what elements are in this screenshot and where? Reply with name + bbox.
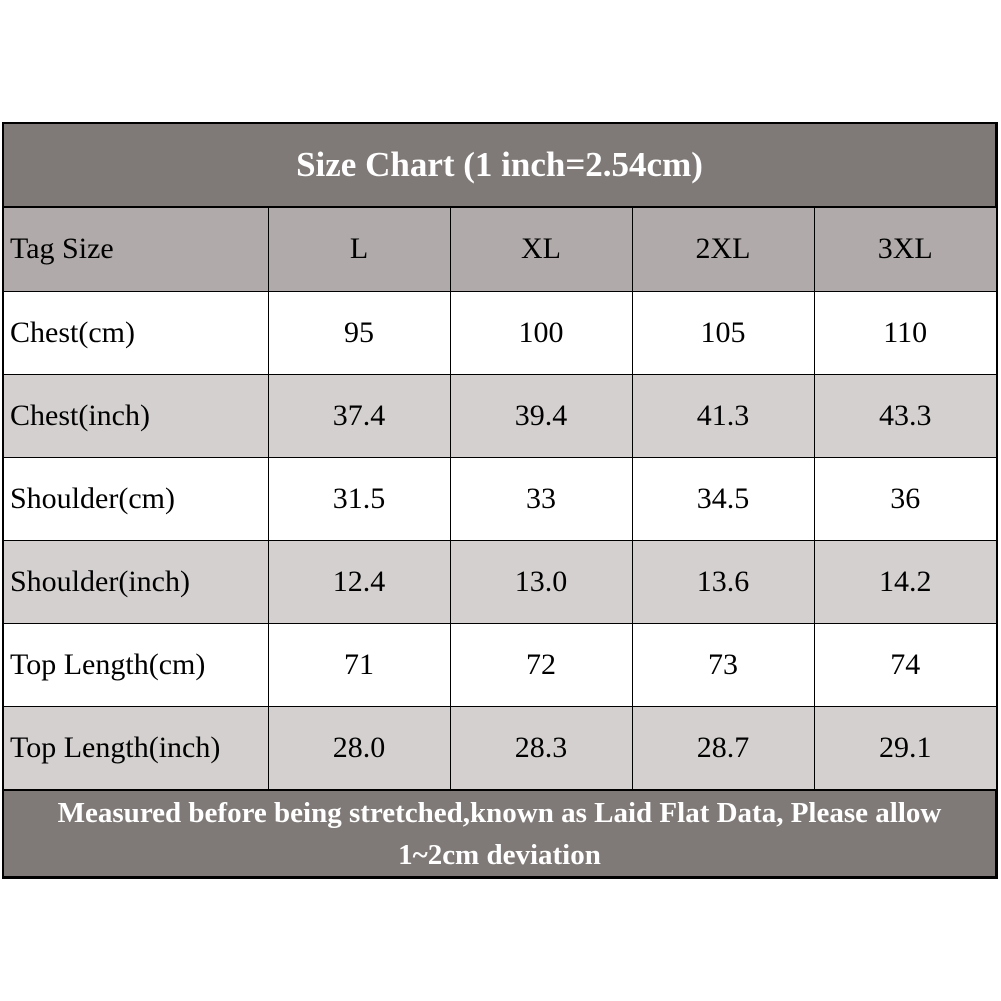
table-header-row (4, 208, 996, 291)
size-chart (2, 122, 998, 879)
row-label-cell: Chest(cm) (4, 291, 268, 374)
value-cell: 41.3 (632, 374, 814, 457)
value-cell: 36 (814, 457, 996, 540)
row-label-cell: Chest(inch) (4, 374, 268, 457)
row-label-cell: Shoulder(cm) (4, 457, 268, 540)
value-cell: 34.5 (632, 457, 814, 540)
value-cell: 74 (814, 623, 996, 706)
value-cell: 100 (450, 291, 632, 374)
value-cell: 105 (632, 291, 814, 374)
table-row (4, 291, 996, 374)
value-cell: 28.7 (632, 706, 814, 789)
row-label-cell: Shoulder(inch) (4, 540, 268, 623)
value-cell: 13.6 (632, 540, 814, 623)
value-cell: 12.4 (268, 540, 450, 623)
table-row (4, 540, 996, 623)
table-row (4, 457, 996, 540)
value-cell: 33 (450, 457, 632, 540)
chart-title: Size Chart (1 inch=2.54cm) (4, 124, 995, 208)
table-row (4, 706, 996, 789)
value-cell: 28.0 (268, 706, 450, 789)
value-cell: 39.4 (450, 374, 632, 457)
value-cell: 71 (268, 623, 450, 706)
value-cell: 29.1 (814, 706, 996, 789)
value-cell: 37.4 (268, 374, 450, 457)
table-row (4, 374, 996, 457)
value-cell: 13.0 (450, 540, 632, 623)
measurement-note: Measured before being stretched,known as Laid Flat Data, Please allow 1~2cm deviation (4, 790, 995, 876)
value-cell: 43.3 (814, 374, 996, 457)
value-cell: 14.2 (814, 540, 996, 623)
value-cell: 73 (632, 623, 814, 706)
header-size-cell: XL (450, 208, 632, 291)
value-cell: 31.5 (268, 457, 450, 540)
value-cell: 110 (814, 291, 996, 374)
row-label-cell: Top Length(cm) (4, 623, 268, 706)
value-cell: 72 (450, 623, 632, 706)
row-label-cell: Top Length(inch) (4, 706, 268, 789)
header-size-cell: 2XL (632, 208, 814, 291)
value-cell: 28.3 (450, 706, 632, 789)
header-size-cell: 3XL (814, 208, 996, 291)
table-row (4, 623, 996, 706)
header-label-cell: Tag Size (4, 208, 268, 291)
value-cell: 95 (268, 291, 450, 374)
size-table (4, 208, 996, 790)
header-size-cell: L (268, 208, 450, 291)
